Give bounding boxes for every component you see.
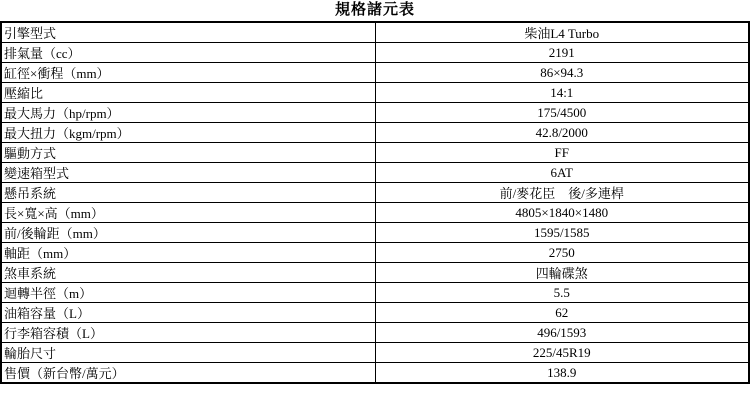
table-row xyxy=(1,303,749,323)
spec-label: 軸距（mm） xyxy=(1,243,375,263)
spec-label: 懸吊系統 xyxy=(1,183,375,203)
spec-table-body xyxy=(1,22,749,383)
spec-label: 行李箱容積（L） xyxy=(1,323,375,343)
spec-label: 缸徑×衝程（mm） xyxy=(1,63,375,83)
spec-value: 225/45R19 xyxy=(375,343,749,363)
spec-label: 排氣量（cc） xyxy=(1,43,375,63)
spec-label: 引擎型式 xyxy=(1,22,375,43)
spec-value: FF xyxy=(375,143,749,163)
spec-value: 2750 xyxy=(375,243,749,263)
spec-label: 煞車系統 xyxy=(1,263,375,283)
table-row xyxy=(1,243,749,263)
spec-value: 86×94.3 xyxy=(375,63,749,83)
spec-label: 油箱容量（L） xyxy=(1,303,375,323)
spec-label: 迴轉半徑（m） xyxy=(1,283,375,303)
table-row xyxy=(1,203,749,223)
table-row xyxy=(1,363,749,384)
table-row xyxy=(1,103,749,123)
spec-label: 最大馬力（hp/rpm） xyxy=(1,103,375,123)
spec-value: 前/麥花臣 後/多連桿 xyxy=(375,183,749,203)
table-row xyxy=(1,123,749,143)
spec-label: 前/後輪距（mm） xyxy=(1,223,375,243)
spec-value: 6AT xyxy=(375,163,749,183)
spec-value: 138.9 xyxy=(375,363,749,384)
spec-label: 輪胎尺寸 xyxy=(1,343,375,363)
spec-value: 四輪碟煞 xyxy=(375,263,749,283)
spec-value: 4805×1840×1480 xyxy=(375,203,749,223)
page-title: 規格諸元表 xyxy=(334,2,415,18)
table-row xyxy=(1,63,749,83)
spec-value: 175/4500 xyxy=(375,103,749,123)
spec-label: 驅動方式 xyxy=(1,143,375,163)
table-row xyxy=(1,223,749,243)
table-row xyxy=(1,143,749,163)
spec-label: 壓縮比 xyxy=(1,83,375,103)
spec-table xyxy=(0,21,750,384)
spec-label: 售價（新台幣/萬元） xyxy=(1,363,375,384)
spec-value: 5.5 xyxy=(375,283,749,303)
spec-value: 2191 xyxy=(375,43,749,63)
spec-label: 變速箱型式 xyxy=(1,163,375,183)
table-row xyxy=(1,323,749,343)
spec-value: 42.8/2000 xyxy=(375,123,749,143)
spec-label: 最大扭力（kgm/rpm） xyxy=(1,123,375,143)
spec-value: 62 xyxy=(375,303,749,323)
table-row xyxy=(1,343,749,363)
spec-value: 14:1 xyxy=(375,83,749,103)
table-row xyxy=(1,163,749,183)
table-row xyxy=(1,263,749,283)
table-row xyxy=(1,83,749,103)
table-row xyxy=(1,43,749,63)
spec-label: 長×寬×高（mm） xyxy=(1,203,375,223)
table-row xyxy=(1,22,749,43)
table-row xyxy=(1,283,749,303)
spec-value: 1595/1585 xyxy=(375,223,749,243)
table-row xyxy=(1,183,749,203)
spec-value: 柴油L4 Turbo xyxy=(375,22,749,43)
spec-value: 496/1593 xyxy=(375,323,749,343)
